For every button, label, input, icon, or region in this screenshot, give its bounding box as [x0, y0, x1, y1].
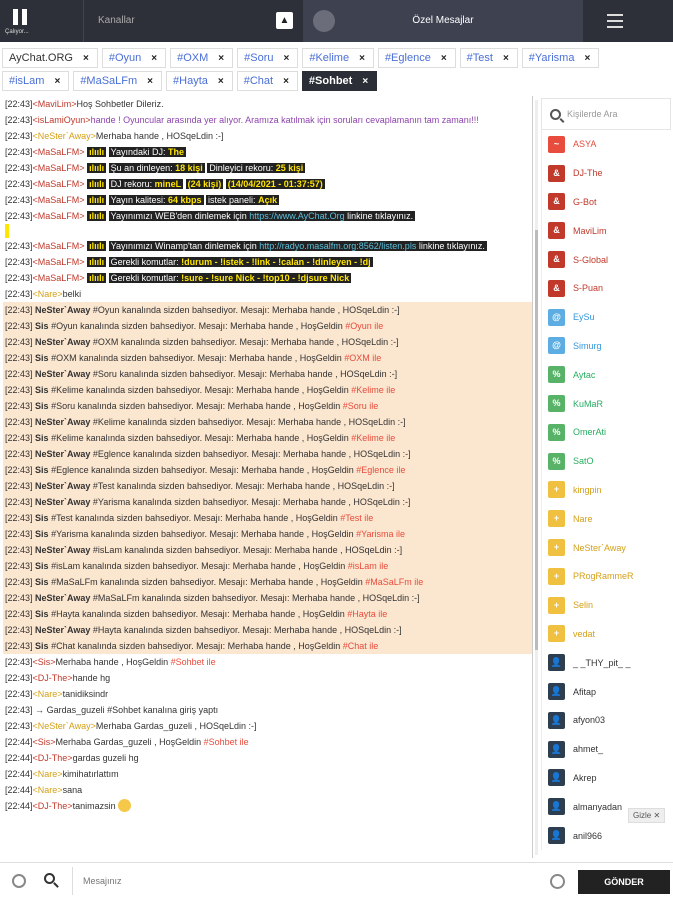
radio-bot-message: [22:43]<MaSaLFM> ılıılı Yayındaki DJ: The [5, 147, 184, 157]
user-name: PRogRammeR [573, 571, 634, 582]
user-item[interactable] [542, 562, 671, 591]
mention-notice: [22:43] Sis #Soru kanalında sizden bahsediyor. Mesajı: Merhaba hande , HoşGeldin #Soru ile [3, 398, 532, 414]
arrow-right-icon: → [35, 705, 45, 715]
user-name: Selin [573, 600, 594, 611]
chat-message: [22:43]<Nare>tanidiksindr [5, 689, 109, 699]
chat-scrollbar[interactable] [535, 100, 538, 855]
message-input[interactable] [72, 867, 542, 895]
scrollbar-thumb[interactable] [535, 230, 538, 650]
user-rank-icon: + [548, 625, 565, 642]
chat-log [3, 96, 533, 858]
user-item[interactable] [542, 677, 671, 706]
tab-label: #Test [466, 52, 493, 64]
web-stream-link[interactable]: https://www.AyChat.Org [249, 211, 345, 221]
mention-notice: [22:43] NeSter`Away #isLam kanalında sizden bahsediyor. Mesajı: Merhaba hande , HOSqeLdin :-] [3, 542, 532, 558]
tab-kelime[interactable] [302, 48, 374, 68]
user-item[interactable] [542, 821, 671, 850]
user-name: Simurg [573, 340, 602, 351]
close-icon[interactable]: × [218, 52, 225, 64]
tab-label: #Sohbet [308, 75, 353, 87]
mention-notice: [22:43] Sis #isLam kanalında sizden bahsediyor. Mesajı: Merhaba hande , HoşGeldin #isLam ile [3, 558, 532, 574]
tab-label: AyChat.ORG [9, 52, 73, 64]
player-toggle[interactable] [0, 0, 83, 42]
user-item[interactable] [542, 130, 671, 159]
user-rank-icon: 👤 [548, 654, 565, 671]
mention-notice: [22:43] NeSter`Away #Test kanalında sizden bahsediyor. Mesajı: Merhaba hande , HOSqeLdin :-] [3, 478, 532, 494]
tab-eglence[interactable] [378, 48, 456, 68]
user-item[interactable] [542, 476, 671, 505]
radio-bot-message: [22:43]<MaSaLFM> ılıılı DJ rekoru: mineL (24 kişi) (14/04/2021 - 01:37:57) [5, 179, 323, 189]
tab-sohbet[interactable] [302, 71, 377, 91]
tab-label: #isLam [9, 75, 45, 87]
close-icon[interactable]: × [440, 52, 447, 64]
tab-aychatorg[interactable] [2, 48, 98, 68]
tab-label: #Kelime [309, 52, 350, 64]
tab-label: #Yarisma [528, 52, 575, 64]
user-rank-icon: 👤 [548, 741, 565, 758]
mention-notice: [22:43] Sis #Hayta kanalında sizden bahsediyor. Mesajı: Merhaba hande , HoşGeldin #Hayta ile [3, 606, 532, 622]
chat-message: [22:44]<Nare>sana [5, 785, 83, 795]
user-list [541, 130, 671, 850]
user-item[interactable] [542, 188, 671, 217]
user-name: Akrep [573, 772, 597, 783]
mention-notice: [22:43] NeSter`Away #MaSaLFm kanalında sizden bahsediyor. Mesajı: Merhaba hande , HOSqeLdin :-] [3, 590, 532, 606]
user-rank-icon: & [548, 280, 565, 297]
mention-notice: [22:43] Sis #OXM kanalında sizden bahsediyor. Mesajı: Merhaba hande , HoşGeldin #OXM ile [3, 350, 532, 366]
tab-masalfm[interactable] [73, 71, 162, 91]
close-icon[interactable]: × [217, 75, 224, 87]
chat-message: [22:44]<Nare>kimihatırlattım [5, 769, 119, 779]
mention-notice: [22:43] Sis #Oyun kanalında sizden bahsediyor. Mesajı: Merhaba hande , HoşGeldin #Oyun ile [3, 318, 532, 334]
user-name: kingpin [573, 484, 602, 495]
close-icon[interactable]: × [147, 75, 154, 87]
user-item[interactable] [542, 418, 671, 447]
tab-oyun[interactable] [102, 48, 166, 68]
user-item[interactable] [542, 591, 671, 620]
user-rank-icon: % [548, 395, 565, 412]
radio-bot-message: [22:43]<MaSaLFM> ılıılı Gerekli komutlar: !durum - !istek - !link - !calan - !dinleyen - !dj [5, 257, 371, 267]
user-rank-icon: + [548, 481, 565, 498]
user-item[interactable] [542, 533, 671, 562]
close-icon[interactable]: × [359, 52, 365, 64]
user-rank-icon: & [548, 222, 565, 239]
user-rank-icon: @ [548, 337, 565, 354]
close-icon[interactable]: × [54, 75, 61, 87]
user-item[interactable] [542, 620, 671, 649]
smiley-icon [118, 799, 131, 812]
player-status: Çalıyor... [5, 29, 29, 35]
user-name: almanyadan [573, 801, 623, 812]
user-name: anil966 [573, 830, 603, 841]
chevron-up-icon[interactable]: ▲ [276, 12, 293, 29]
chat-message: [22:44]<DJ-The>gardas guzeli hg [5, 753, 139, 763]
user-item[interactable] [542, 706, 671, 735]
menu-button[interactable] [583, 0, 673, 42]
close-icon[interactable]: × [283, 52, 290, 64]
user-rank-icon: % [548, 366, 565, 383]
tab-label: #Hayta [173, 75, 208, 87]
tab-label: #OXM [177, 52, 209, 64]
private-messages-button[interactable] [303, 0, 583, 42]
highlight-marker [5, 224, 9, 238]
user-search-placeholder: Kişilerde Ara [567, 109, 618, 119]
mention-notice: [22:43] NeSter`Away #Yarisma kanalında sizden bahsediyor. Mesajı: Merhaba hande , HOSqeLdin :-] [3, 494, 532, 510]
user-name: KuMaR [573, 398, 604, 409]
user-name: S-Puan [573, 283, 604, 294]
user-item[interactable] [542, 332, 671, 361]
radio-bot-message: [22:43]<MaSaLFM> ılıılı Yayın kalitesi: 64 kbps istek paneli: Açık [5, 195, 278, 205]
radio-bot-message: [22:43]<MaSaLFM> ılıılı Yayınımızı Winamp'tan dinlemek için http://radyo.masalfm.org:8562/listen.pls linkine tıklayınız. [5, 241, 485, 251]
chat-message: [22:43]<DJ-The>hande hg [5, 673, 111, 683]
user-item[interactable] [542, 447, 671, 476]
user-search[interactable] [541, 98, 671, 130]
tab-oxm[interactable] [170, 48, 233, 68]
user-rank-icon: + [548, 539, 565, 556]
close-icon[interactable]: × [283, 75, 289, 87]
mention-notice: [22:43] NeSter`Away #Eglence kanalında sizden bahsediyor. Mesajı: Merhaba hande , HOSqeLdin :-] [3, 446, 532, 462]
mention-notice: [22:43] Sis #MaSaLFm kanalında sizden bahsediyor. Mesajı: Merhaba hande , HoşGeldin #MaSaLFm ile [3, 574, 532, 590]
user-rank-icon: & [548, 193, 565, 210]
user-rank-icon: 👤 [548, 827, 565, 844]
close-icon[interactable]: × [83, 52, 89, 64]
join-notice: [22:43] → Gardas_guzeli #Sohbet kanalına giriş yaptı [5, 705, 219, 715]
user-item[interactable] [542, 504, 671, 533]
mention-notices [3, 302, 532, 654]
radio-bot-message: [22:43]<MaSaLFM> ılıılı Gerekli komutlar: !sure - !sure Nick - !top10 - !djsure Nick [5, 273, 350, 283]
settings-icon[interactable] [12, 874, 26, 888]
user-rank-icon: 👤 [548, 683, 565, 700]
tab-hayta[interactable] [166, 71, 233, 91]
close-icon[interactable]: × [362, 75, 369, 87]
radio-bot-message: [22:43]<MaSaLFM> ılıılı Şu an dinleyen: 18 kişi Dinleyici rekoru: 25 kişi [5, 163, 304, 173]
chat-message: [22:43]<isLamiOyun>hande ! Oyuncular arasında yer alıyor. Aramıza katılmak için soruları cevaplamanın tam zamanı!!! [5, 115, 479, 125]
user-name: _ _THY_pit_ _ [573, 657, 631, 668]
close-icon[interactable]: × [151, 52, 158, 64]
user-name: OmerAti [573, 427, 607, 438]
mention-notice: [22:43] Sis #Yarisma kanalında sizden bahsediyor. Mesajı: Merhaba hande , HoşGeldin #Yarisma ile [3, 526, 532, 542]
tab-label: #Soru [244, 52, 274, 64]
emoji-icon[interactable] [550, 874, 565, 889]
chat-message: [22:44]<Sis>Merhaba Gardas_guzeli , HoşGeldin #Sohbet ile [5, 737, 249, 747]
user-item[interactable] [542, 159, 671, 188]
tab-label: #Eglence [384, 52, 431, 64]
winamp-stream-link[interactable]: http://radyo.masalfm.org:8562/listen.pls [259, 241, 417, 251]
channels-dropdown[interactable] [83, 0, 303, 42]
user-rank-icon: % [548, 424, 565, 441]
close-icon[interactable]: × [584, 52, 591, 64]
composer-bar [0, 862, 673, 900]
user-name: vedat [573, 628, 596, 639]
mention-notice: [22:43] NeSter`Away #Hayta kanalında sizden bahsediyor. Mesajı: Merhaba hande , HOSqeLdin :-] [3, 622, 532, 638]
user-rank-icon: + [548, 568, 565, 585]
user-name: afyon03 [573, 715, 606, 726]
tab-label: #Chat [243, 75, 274, 87]
mention-notice: [22:43] NeSter`Away #Kelime kanalında sizden bahsediyor. Mesajı: Merhaba hande , HOSqeLdin :-] [3, 414, 532, 430]
chat-message: [22:43]<NeSter`Away>Merhaba hande , HOSqeLdin :-] [5, 131, 224, 141]
user-rank-icon: + [548, 510, 565, 527]
hamburger-icon[interactable] [607, 14, 623, 28]
user-name: EySu [573, 312, 595, 323]
user-item[interactable] [542, 216, 671, 245]
channels-label: Kanallar [98, 15, 135, 26]
mention-notice: [22:43] Sis #Kelime kanalında sizden bahsediyor. Mesajı: Merhaba hande , HoşGeldin #Kelime ile [3, 382, 532, 398]
chat-message: [22:43]<NeSter`Away>Merhaba Gardas_guzeli , HOSqeLdin :-] [5, 721, 257, 731]
user-name: MaviLim [573, 225, 607, 236]
search-icon[interactable] [44, 873, 55, 884]
tab-soru[interactable] [237, 48, 298, 68]
hide-button[interactable]: Gizle ✕ [628, 808, 665, 823]
chat-message: [22:43]<MaviLim>Hoş Sohbetler Dileriz. [5, 99, 164, 109]
tab-test[interactable] [460, 48, 518, 68]
user-rank-icon: 👤 [548, 798, 565, 815]
mention-notice: [22:43] Sis #Eglence kanalında sizden bahsediyor. Mesajı: Merhaba hande , HoşGeldin #Eglence ile [3, 462, 532, 478]
user-item[interactable] [542, 648, 671, 677]
user-item[interactable] [542, 764, 671, 793]
search-icon [550, 109, 561, 120]
tab-chat[interactable] [237, 71, 298, 91]
user-rank-icon: & [548, 165, 565, 182]
user-rank-icon: ~ [548, 136, 565, 153]
mention-notice: [22:43] Sis #Test kanalında sizden bahsediyor. Mesajı: Merhaba hande , HoşGeldin #Test ile [3, 510, 532, 526]
chat-message: [22:43]<Sis>Merhaba hande , HoşGeldin #Sohbet ile [5, 657, 216, 667]
mention-notice: [22:43] Sis #Kelime kanalında sizden bahsediyor. Mesajı: Merhaba hande , HoşGeldin #Kelime ile [3, 430, 532, 446]
user-rank-icon: 👤 [548, 769, 565, 786]
radio-bot-message: [22:43]<MaSaLFM> ılıılı Yayınımızı WEB'den dinlemek için https://www.AyChat.Org linkine tıklayınız. [5, 211, 414, 221]
user-item[interactable] [542, 303, 671, 332]
tab-yarisma[interactable] [522, 48, 600, 68]
user-name: G-Bot [573, 196, 597, 207]
private-messages-label: Özel Mesajlar [412, 15, 474, 26]
user-panel [541, 98, 671, 860]
top-bar [0, 0, 673, 42]
user-rank-icon: @ [548, 309, 565, 326]
mention-notice: [22:43] NeSter`Away #Soru kanalında sizden bahsediyor. Mesajı: Merhaba hande , HOSqeLdin :-] [3, 366, 532, 382]
user-rank-icon: & [548, 251, 565, 268]
mention-notice: [22:43] Sis #Chat kanalında sizden bahsediyor. Mesajı: Merhaba hande , HoşGeldin #Chat ile [3, 638, 532, 654]
user-name: Nare [573, 513, 593, 524]
chat-message: [22:43]<Nare>belki [5, 289, 82, 299]
tab-label: #MaSaLFm [80, 75, 138, 87]
user-name: DJ-The [573, 168, 603, 179]
user-name: ahmet_ [573, 744, 604, 755]
close-icon[interactable]: × [502, 52, 509, 64]
mention-notice: [22:43] NeSter`Away #OXM kanalında sizden bahsediyor. Mesajı: Merhaba hande , HOSqeLdin :-] [3, 334, 532, 350]
user-item[interactable] [542, 274, 671, 303]
user-name: NeSter`Away [573, 542, 626, 553]
chat-message: [22:44]<DJ-The>tanimazsin [3, 798, 532, 814]
user-item[interactable] [542, 360, 671, 389]
user-name: ASYA [573, 139, 597, 150]
user-name: Aytac [573, 369, 596, 380]
user-rank-icon: % [548, 453, 565, 470]
mention-notice: [22:43] NeSter`Away #Oyun kanalında sizden bahsediyor. Mesajı: Merhaba hande , HOSqeLdin :-] [3, 302, 532, 318]
tab-islam[interactable] [2, 71, 69, 91]
user-name: Afitap [573, 686, 597, 697]
user-item[interactable] [542, 735, 671, 764]
user-name: S-Global [573, 254, 609, 265]
user-item[interactable] [542, 389, 671, 418]
channel-tabs [2, 48, 602, 91]
user-rank-icon: + [548, 597, 565, 614]
send-button[interactable]: GÖNDER [578, 870, 670, 894]
user-rank-icon: 👤 [548, 712, 565, 729]
user-name: SatO [573, 456, 594, 467]
user-item[interactable] [542, 245, 671, 274]
tab-label: #Oyun [108, 52, 142, 64]
pause-icon[interactable] [13, 9, 27, 25]
